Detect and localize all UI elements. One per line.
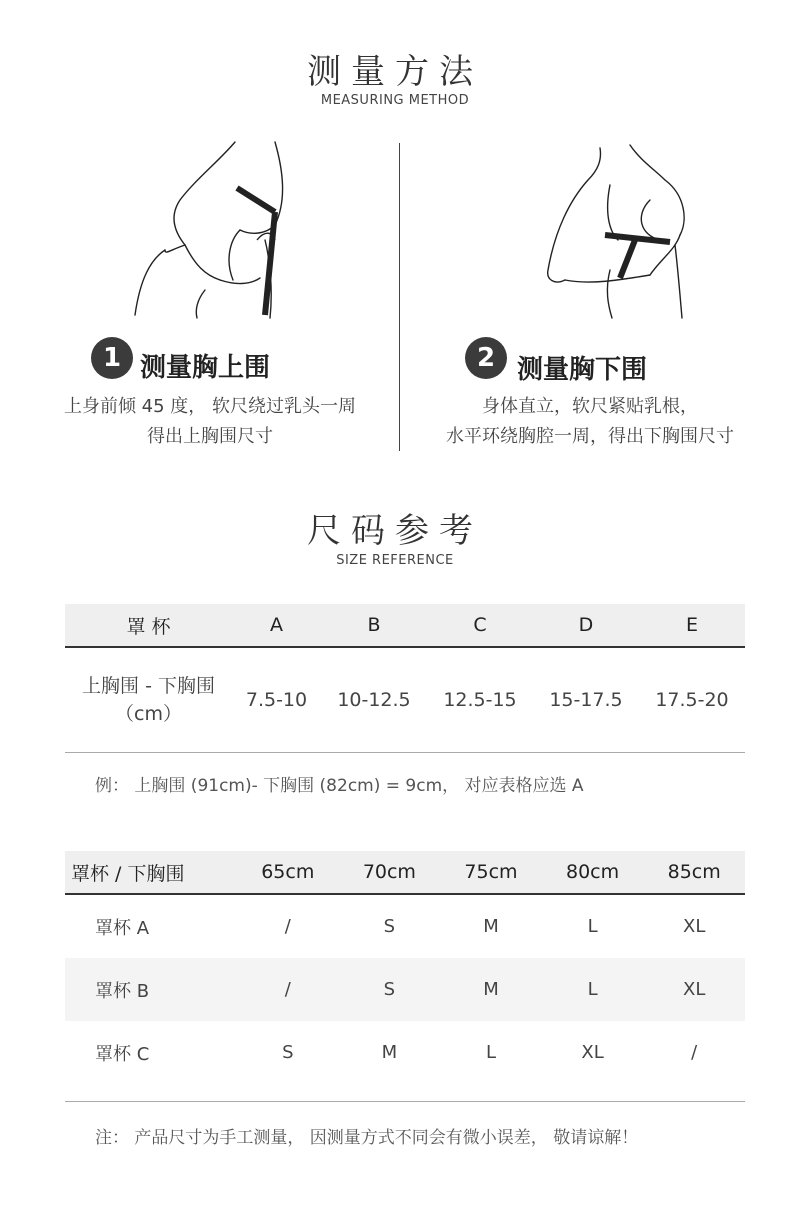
- size-row-label: 罩杯 C: [95, 1043, 150, 1065]
- cup-header-cell: B: [321, 604, 427, 647]
- cup-table-header: [65, 604, 745, 647]
- step-2-badge: 2: [465, 337, 507, 379]
- cup-value-cell: 10-12.5: [321, 647, 427, 753]
- step-2-title: 测量胸下围: [517, 355, 648, 385]
- cup-value-cell: 7.5-10: [232, 647, 321, 753]
- cup-row-label-line1: 上胸围 - 下胸围: [82, 675, 215, 697]
- size-subtitle: SIZE REFERENCE: [336, 553, 454, 568]
- table-row: [65, 647, 745, 753]
- step-2-desc-line1: 身体直立，软尺紧贴乳根，: [482, 396, 698, 417]
- table-row: [65, 1021, 745, 1084]
- size-cell: L: [587, 916, 598, 937]
- size-cell: M: [483, 916, 499, 937]
- size-cell: XL: [643, 958, 745, 1021]
- cup-header-label: 罩 杯: [65, 604, 232, 647]
- size-header-cell: 80cm: [542, 851, 644, 894]
- under-bust-illustration: [540, 140, 715, 320]
- cup-row-label: [65, 647, 232, 753]
- footer-note: 注： 产品尺寸为手工测量， 因测量方式不同会有微小误差， 敬请谅解！: [95, 1128, 639, 1148]
- section-divider: [399, 143, 400, 451]
- size-header-label: 罩杯 / 下胸围: [65, 851, 237, 894]
- cup-header-cell: C: [427, 604, 533, 647]
- upper-bust-illustration: [125, 140, 295, 320]
- step-1-desc-line1: 上身前倾 45 度， 软尺绕过乳头一周: [63, 396, 357, 417]
- cup-header-cell: A: [232, 604, 321, 647]
- size-cell: /: [284, 916, 291, 937]
- size-title: 尺码参考: [307, 511, 483, 551]
- measure-title: 测量方法: [307, 52, 483, 92]
- step-1-desc-line2: 得出上胸围尺寸: [147, 426, 273, 447]
- size-cell: S: [339, 958, 441, 1021]
- size-cell: M: [440, 958, 542, 1021]
- cup-table: [65, 604, 745, 753]
- size-cell: L: [485, 1042, 496, 1063]
- size-header-cell: 65cm: [237, 851, 339, 894]
- size-cell: S: [383, 916, 396, 937]
- size-cell: S: [282, 1042, 294, 1063]
- size-cell: L: [542, 958, 644, 1021]
- step-2-desc: [405, 392, 775, 452]
- size-table-header: [65, 851, 745, 894]
- size-header-cell: 85cm: [643, 851, 745, 894]
- size-header-cell: 75cm: [440, 851, 542, 894]
- footer-divider: [65, 1101, 745, 1102]
- size-cell: M: [381, 1042, 398, 1063]
- size-header-cell: 70cm: [339, 851, 441, 894]
- size-row-label: 罩杯 B: [65, 958, 237, 1021]
- cup-value-cell: 17.5-20: [639, 647, 745, 753]
- example-note: 例： 上胸围 (91cm)- 下胸围 (82cm) = 9cm， 对应表格应选 A: [95, 776, 584, 796]
- step-2-desc-line2: 水平环绕胸腔一周，得出下胸围尺寸: [446, 426, 734, 447]
- size-cell: /: [237, 958, 339, 1021]
- cup-row-label-line2: （cm）: [115, 703, 182, 725]
- table-row: [65, 894, 745, 958]
- cup-header-cell: E: [639, 604, 745, 647]
- cup-value-cell: 12.5-15: [427, 647, 533, 753]
- size-table: [65, 851, 745, 1084]
- size-cell: XL: [683, 916, 706, 937]
- step-1-title: 测量胸上围: [140, 353, 271, 383]
- size-row-label: 罩杯 A: [95, 917, 150, 939]
- step-1-badge: 1: [91, 337, 133, 379]
- size-cell: /: [691, 1042, 698, 1063]
- table-row: [65, 958, 745, 1021]
- step-1-desc: [30, 392, 390, 452]
- size-cell: XL: [581, 1042, 604, 1063]
- cup-header-cell: D: [533, 604, 639, 647]
- cup-value-cell: 15-17.5: [533, 647, 639, 753]
- measure-subtitle: MEASURING METHOD: [320, 93, 470, 108]
